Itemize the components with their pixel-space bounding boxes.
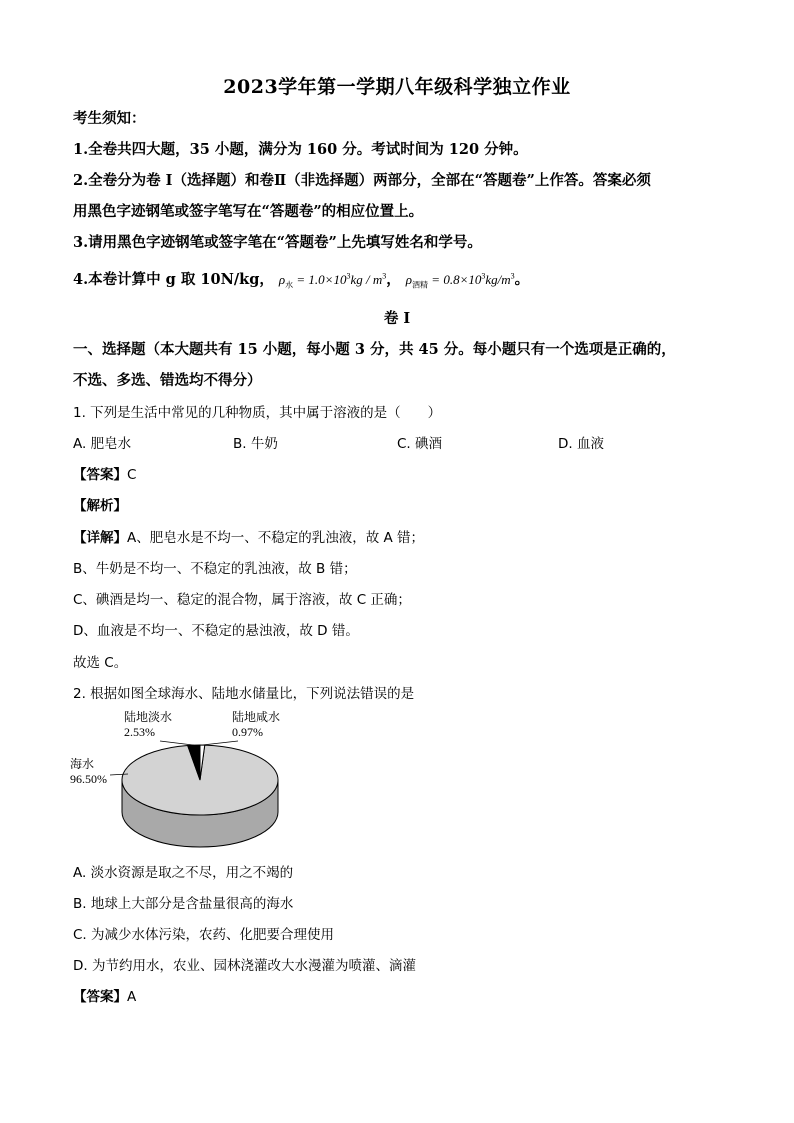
q1-detail-label: 【详解】	[73, 530, 127, 546]
q1-option-d: D. 血液	[558, 436, 604, 452]
q2-option-a: A. 淡水资源是取之不尽，用之不竭的	[73, 865, 294, 881]
water-density-value: = 1.0×10	[296, 272, 347, 287]
q1-detail-line-2: B、牛奶是不均一、不稳定的乳浊液，故 B 错；	[73, 561, 357, 577]
notice-item-3: 3.请用黑色字迹钢笔或签字笔在“答题卷”上先填写姓名和学号。	[73, 234, 482, 251]
water-density-exponent: 3	[346, 271, 351, 281]
q1-detail-line-3: C、碘酒是均一、稳定的混合物，属于溶液，故 C 正确；	[73, 592, 411, 608]
notice-item-4-prefix: 4.本卷计算中 g 取 10N/kg，	[73, 271, 274, 288]
page-title: 2023学年第一学期八年级科学独立作业	[223, 76, 571, 98]
pie-label-sea-value: 96.50%	[70, 772, 107, 786]
volume-label: 卷 I	[383, 310, 411, 327]
q1-detail-line-4: D、血液是不均一、不稳定的悬浊液，故 D 错。	[73, 623, 359, 639]
water-density-unit: kg / m	[350, 272, 383, 287]
alcohol-density-value: = 0.8×10	[431, 272, 482, 287]
notice-item-4	[73, 268, 529, 291]
alcohol-unit-exponent: 3	[510, 271, 515, 281]
q2-answer-value: A	[127, 989, 137, 1005]
q1-answer-value: C	[127, 467, 137, 483]
q2-option-d: D. 为节约用水，农业、园林浇灌改大水漫灌为喷灌、滴灌	[73, 958, 416, 974]
q2-option-b: B. 地球上大部分是含盐量很高的海水	[73, 896, 294, 912]
q1-option-a: A. 肥皂水	[73, 436, 132, 452]
notice-item-2b: 用黑色字迹钢笔或签字笔写在“答题卷”的相应位置上。	[73, 203, 424, 220]
notice-item-1: 1.全卷共四大题，35 小题，满分为 160 分。考试时间为 120 分钟。	[73, 141, 528, 158]
q1-answer	[73, 463, 136, 483]
water-unit-exponent: 3	[382, 271, 387, 281]
pie-label-sea-name: 海水	[70, 757, 95, 771]
water-storage-pie-chart	[60, 705, 320, 855]
alcohol-density-unit: kg/m	[485, 272, 511, 287]
section-heading-line-1: 一、选择题（本大题共有 15 小题，每小题 3 分，共 45 分。每小题只有一个选项是正确的，	[73, 341, 676, 358]
q1-option-b: B. 牛奶	[233, 436, 278, 452]
water-subscript: 水	[285, 280, 294, 290]
q1-answer-label: 【答案】	[73, 467, 127, 483]
alcohol-subscript: 酒精	[412, 280, 429, 290]
pie-label-salt-name: 陆地咸水	[232, 710, 281, 724]
leader-line-salt	[202, 741, 238, 745]
notice-item-2a: 2.全卷分为卷 I（选择题）和卷Ⅱ（非选择题）两部分，全部在“答题卷”上作答。答案必须	[73, 172, 651, 189]
leader-line-fresh	[160, 741, 194, 745]
q1-analysis-label: 【解析】	[73, 498, 127, 514]
water-density-formula: $\rho_水 = 1.0\times 10^3kg / m^3$	[278, 271, 387, 290]
alcohol-density-exponent: 3	[481, 271, 486, 281]
alcohol-density-formula: $\rho_{酒精} = 0.8\times 10^3kg/m^3$	[405, 271, 515, 290]
q2-option-c: C. 为减少水体污染，农药、化肥要合理使用	[73, 927, 335, 943]
notice-heading: 考生须知：	[73, 110, 146, 127]
q1-conclusion: 故选 C。	[73, 655, 128, 671]
formula-end: 。	[514, 271, 530, 288]
pie-label-salt-value: 0.97%	[232, 725, 263, 739]
q1-detail-line-1	[73, 526, 424, 546]
formula-separator: ，	[386, 271, 401, 288]
pie-slices	[122, 745, 278, 815]
pie-label-fresh-name: 陆地淡水	[124, 710, 173, 724]
q2-answer	[73, 985, 136, 1005]
q1-option-c: C. 碘酒	[397, 436, 443, 452]
q2-stem: 2. 根据如图全球海水、陆地水储量比，下列说法错误的是	[73, 686, 415, 702]
q1-stem: 1. 下列是生活中常见的几种物质，其中属于溶液的是（ ）	[73, 405, 442, 421]
q1-detail-text-1: A、肥皂水是不均一、不稳定的乳浊液，故 A 错；	[127, 530, 425, 546]
q2-answer-label: 【答案】	[73, 989, 127, 1005]
pie-label-fresh-value: 2.53%	[124, 725, 155, 739]
section-heading-line-2: 不选、多选、错选均不得分）	[73, 372, 262, 389]
